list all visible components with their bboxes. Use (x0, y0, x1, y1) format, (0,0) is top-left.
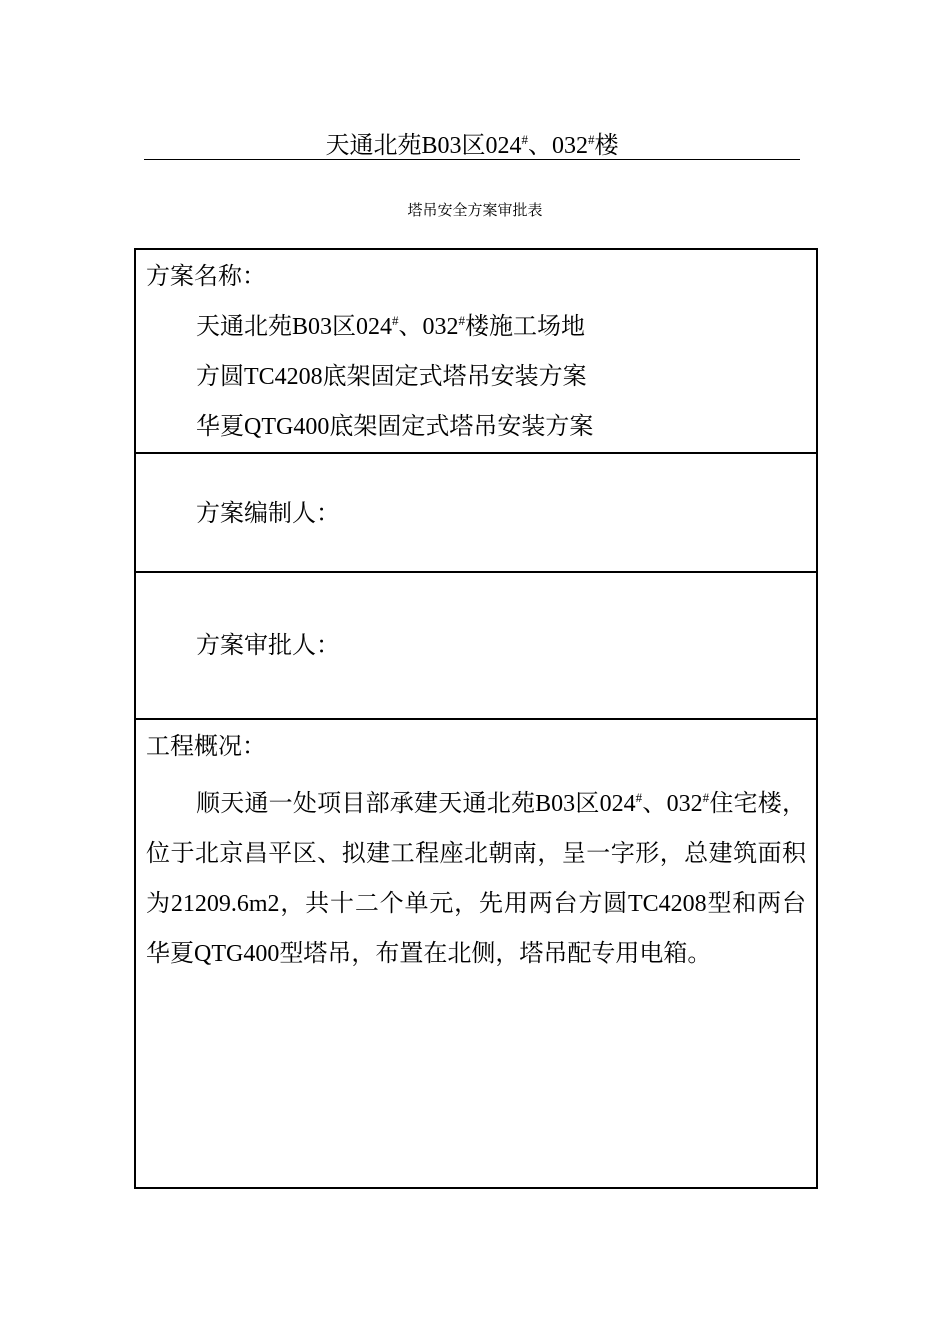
site-part: 楼施工场地 (465, 314, 586, 340)
site-superscript: # (458, 313, 466, 328)
title-part: 天通北苑B03区024 (325, 133, 522, 159)
title-superscript: # (521, 132, 528, 147)
overview-text-part: 顺天通一处项目部承建天通北苑B03区024 (196, 791, 636, 817)
preparer-section (136, 452, 816, 571)
overview-superscript: # (635, 790, 643, 805)
approver-section (136, 571, 816, 718)
scheme-name-label: 方案名称： (146, 264, 266, 290)
scheme-plan-1: 方圆TC4208底架固定式塔吊安装方案 (196, 364, 587, 390)
title-superscript: # (588, 132, 595, 147)
title-part: 、032 (528, 133, 588, 159)
overview-superscript: # (702, 790, 710, 805)
site-part: 、032 (398, 314, 459, 340)
approver-label: 方案审批人： (196, 633, 340, 659)
site-part: 天通北苑B03区024 (196, 314, 393, 340)
scheme-site (196, 312, 585, 342)
overview-text-part: 、032 (642, 791, 703, 817)
overview-label: 工程概况： (146, 734, 266, 760)
preparer-label: 方案编制人： (196, 501, 340, 527)
document-subtitle: 塔吊安全方案审批表 (407, 203, 543, 219)
site-superscript: # (392, 313, 399, 328)
document-title (144, 132, 800, 160)
approval-form-table (134, 248, 818, 1189)
overview-text-part: 住宅楼，位于北京昌平区、拟建工程座北朝南，呈一字形，总建筑面积为21209.6m2，共十二个单元，先用两台方圆TC4208型和两台华夏QTG400型塔吊，布置在北侧，塔吊配专用电箱。 (146, 791, 806, 967)
project-overview-section (136, 718, 816, 1187)
scheme-name-section (136, 250, 816, 452)
scheme-plan-2: 华夏QTG400底架固定式塔吊安装方案 (196, 414, 594, 440)
title-part: 楼 (594, 133, 619, 159)
overview-text (146, 779, 806, 979)
document-title-line (144, 128, 800, 160)
